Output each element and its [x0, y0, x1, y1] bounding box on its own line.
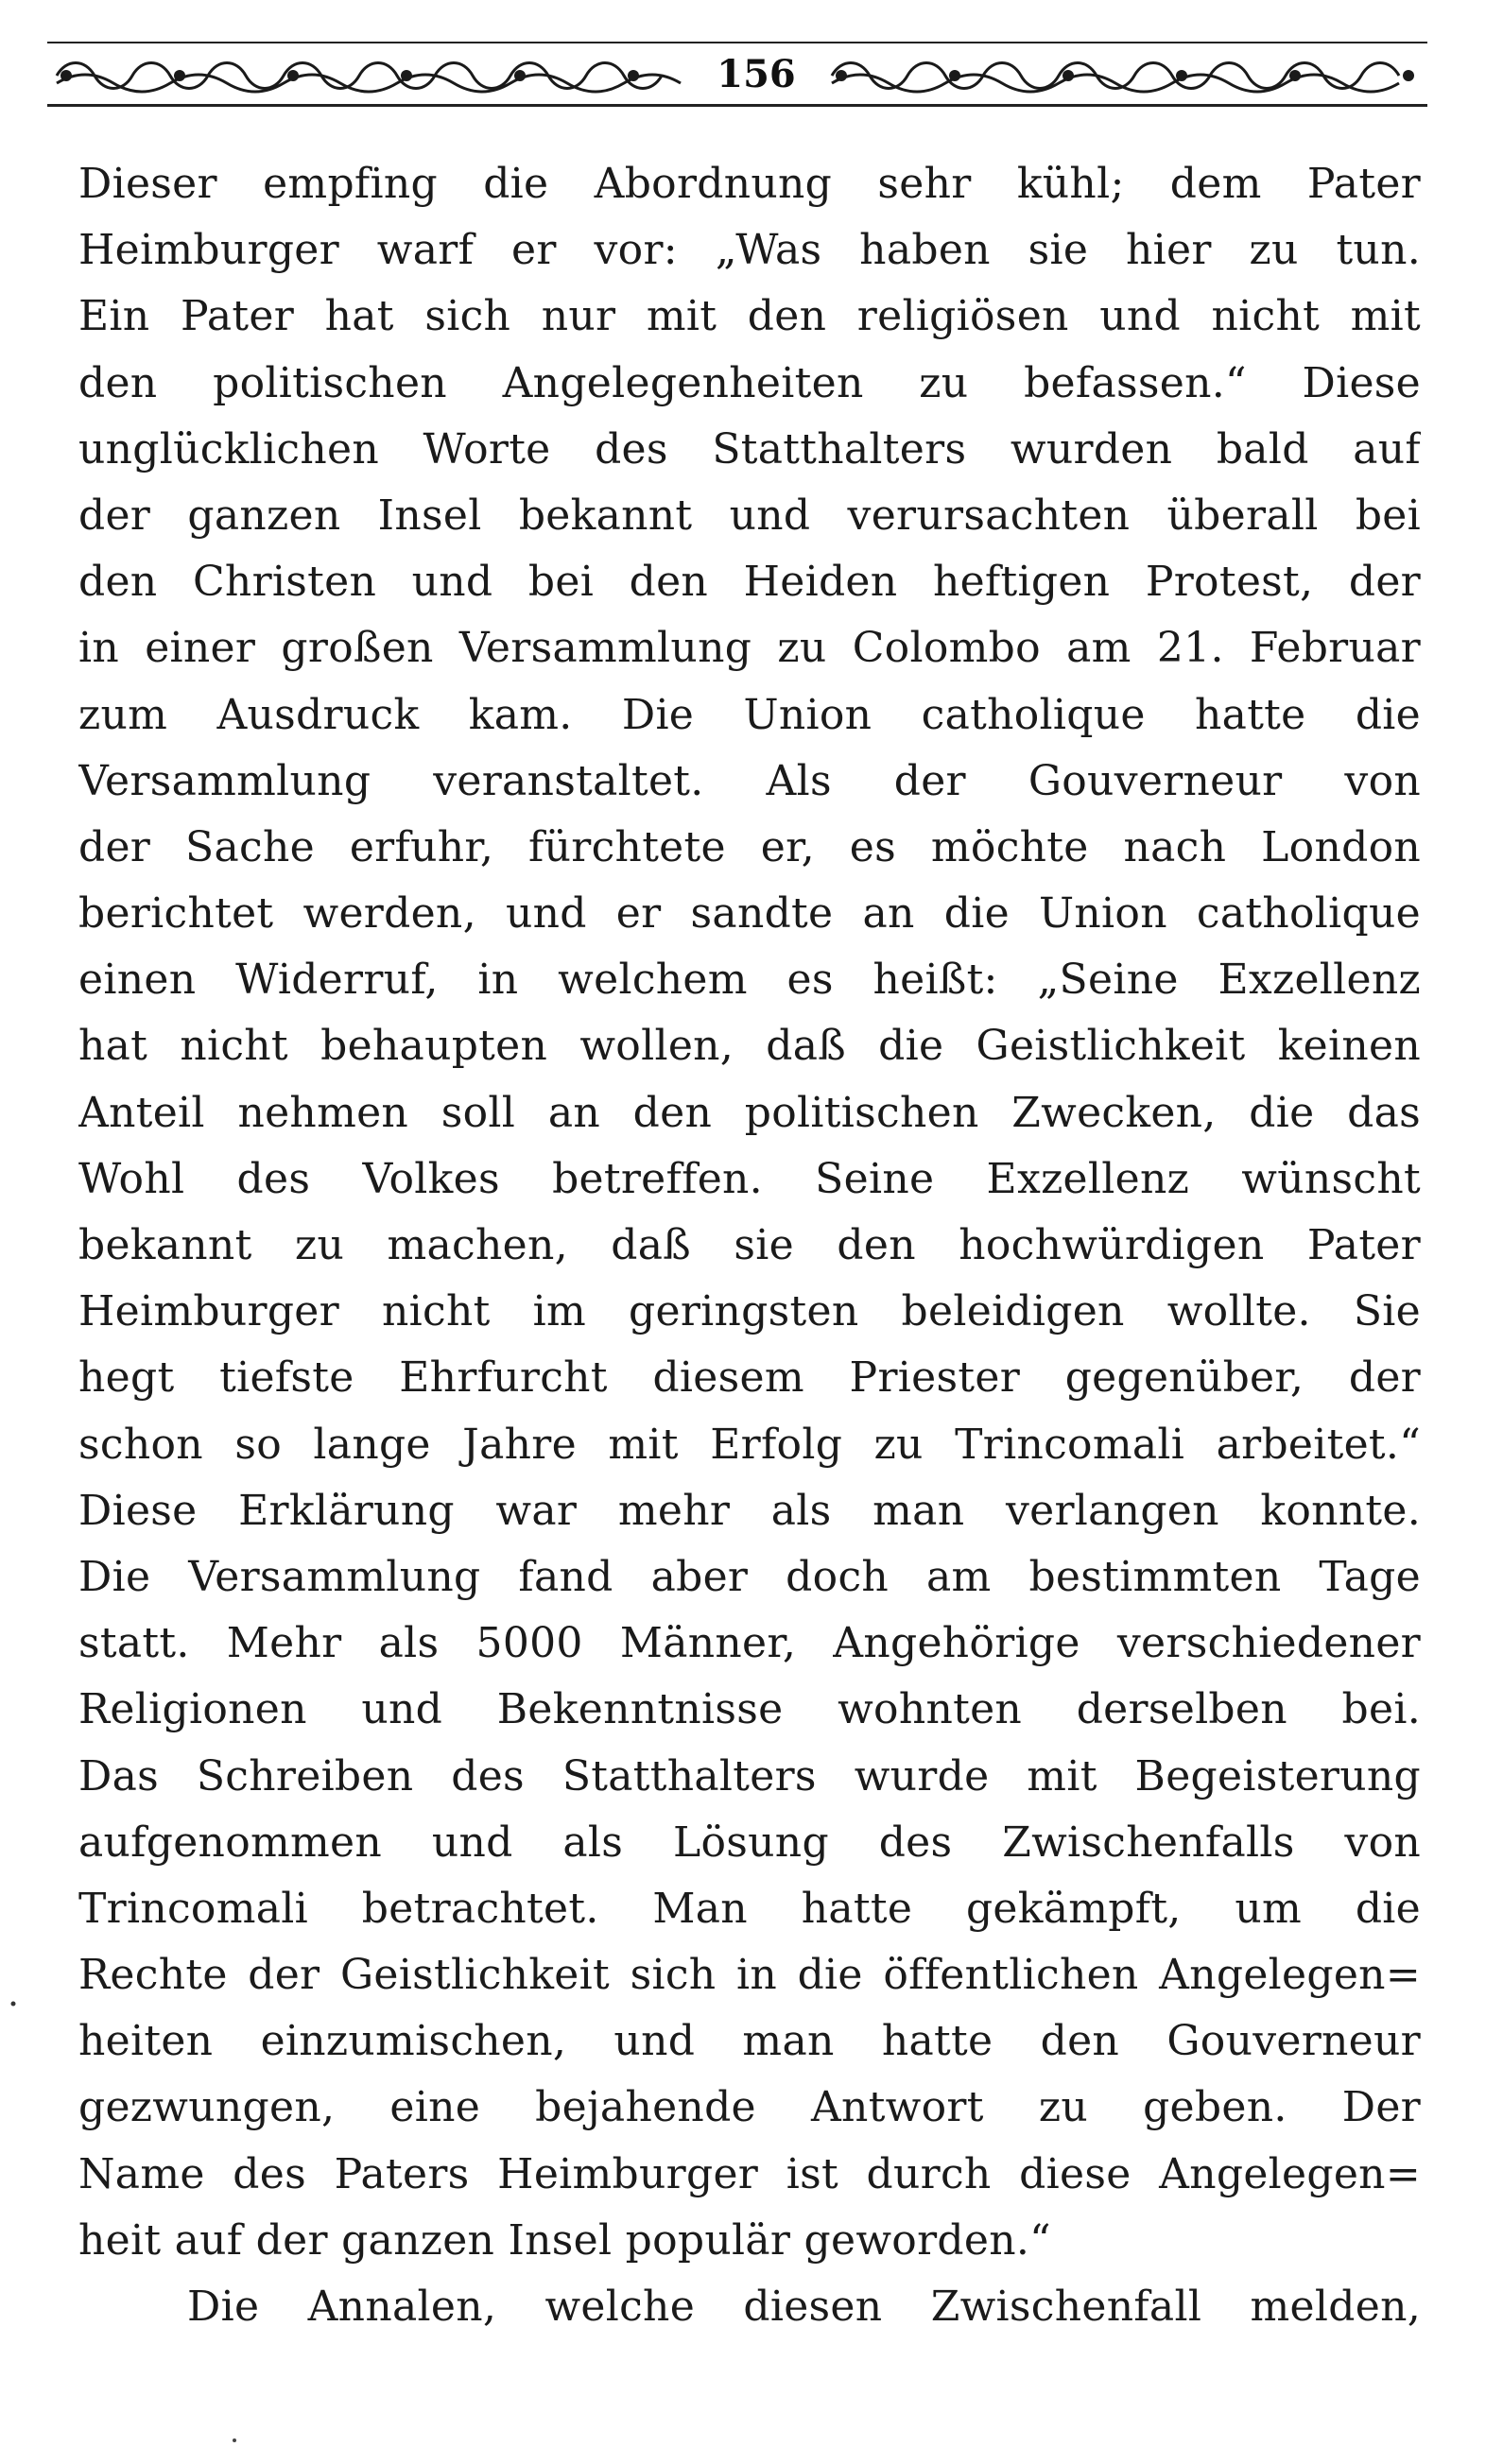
text-line: Wohl des Volkes betreffen. Seine Exzellenz wünscht [78, 1154, 1421, 1203]
text-line: zum Ausdruck kam. Die Union catholique hatte die [78, 690, 1421, 739]
text-line: der Sache erfuhr, fürchtete er, es möchte nach London [78, 822, 1421, 871]
text-line: Ein Pater hat sich nur mit den religiösen und nicht mit [78, 292, 1421, 341]
header-bottom-rule [47, 104, 1427, 107]
text-line: hat nicht behaupten wollen, daß die Geistlichkeit keinen [78, 1022, 1421, 1071]
text-line: bekannt zu machen, daß sie den hochwürdigen Pater [78, 1221, 1421, 1269]
header-top-rule [47, 42, 1427, 43]
text-line: schon so lange Jahre mit Erfolg zu Trincomali arbeitet.“ [78, 1420, 1421, 1469]
text-line: heit auf der ganzen Insel populär geworden.“ [78, 2215, 1051, 2265]
text-line: unglücklichen Worte des Statthalters wurden bald auf [78, 424, 1421, 474]
page-header [47, 42, 1427, 108]
text-line-paragraph-start: Die Annalen, welche diesen Zwischenfall melden, [187, 2283, 1421, 2331]
text-line: statt. Mehr als 5000 Männer, Angehörige verschiedener [78, 1619, 1421, 1668]
text-line: Heimburger nicht im geringsten beleidigen wollte. Sie [78, 1287, 1421, 1336]
text-line: Versammlung veranstaltet. Als der Gouverneur von [78, 756, 1421, 805]
text-line: Die Versammlung fand aber doch am bestimmten Tage [78, 1552, 1421, 1601]
text-line: Diese Erklärung war mehr als man verlangen konnte. [78, 1486, 1421, 1535]
text-line: Trincomali betrachtet. Man hatte gekämpft, um die [78, 1884, 1421, 1933]
text-line: heiten einzumischen, und man hatte den Gouverneur [78, 2017, 1421, 2066]
text-line: Heimburger warf er vor: „Was haben sie hier zu tun. [78, 226, 1421, 275]
text-line: der ganzen Insel bekannt und verursachten überall bei [78, 491, 1421, 540]
text-line: Anteil nehmen soll an den politischen Zwecken, die das [78, 1088, 1421, 1137]
text-line: den politischen Angelegenheiten zu befassen.“ Diese [78, 358, 1421, 407]
body-text [78, 151, 1421, 2340]
text-line: in einer großen Versammlung zu Colombo am 21. Februar [78, 624, 1421, 673]
text-line: Dieser empfing die Abordnung sehr kühl; dem Pater [78, 160, 1421, 208]
text-line: Religionen und Bekenntnisse wohnten derselben bei. [78, 1685, 1421, 1734]
header-ornament-right-icon [822, 55, 1427, 96]
page-number: 156 [717, 52, 796, 96]
text-line: hegt tiefste Ehrfurcht diesem Priester gegenüber, der [78, 1353, 1421, 1403]
text-line: Rechte der Geistlichkeit sich in die öffentlichen Angelegen= [78, 1951, 1421, 2000]
text-line: berichtet werden, und er sandte an die Union catholique [78, 889, 1421, 939]
text-line: aufgenommen und als Lösung des Zwischenfalls von [78, 1818, 1421, 1867]
text-line: Das Schreiben des Statthalters wurde mit Begeisterung [78, 1751, 1421, 1801]
text-line: den Christen und bei den Heiden heftigen Protest, der [78, 558, 1421, 607]
text-line: einen Widerruf, in welchem es heißt: „Seine Exzellenz [78, 956, 1421, 1005]
text-line: Name des Paters Heimburger ist durch diese Angelegen= [78, 2149, 1421, 2198]
header-ornament-left-icon [47, 55, 690, 96]
text-line: gezwungen, eine bejahende Antwort zu geben. Der [78, 2083, 1421, 2132]
